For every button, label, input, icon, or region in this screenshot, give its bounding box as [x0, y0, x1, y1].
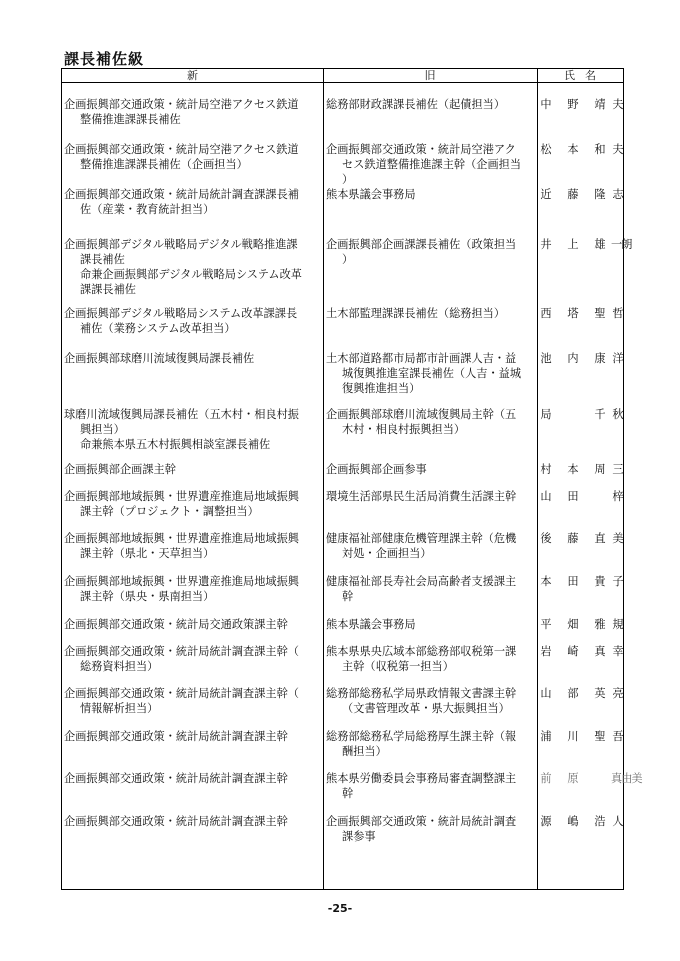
header-old: 旧	[424, 69, 436, 82]
new-position-line: 命兼企画振興部デジタル戦略局システム改革	[80, 268, 302, 281]
new-position	[64, 729, 322, 744]
page-number: -25-	[327, 902, 353, 915]
old-position	[326, 574, 534, 604]
name-character: 靖	[594, 98, 606, 111]
name-character: 本	[567, 143, 579, 156]
new-position-line: 課主幹（県北・天草担当）	[80, 547, 215, 560]
name-character: 一朗	[611, 238, 632, 251]
old-position-line: 企画振興部球磨川流域復興局主幹（五	[326, 408, 517, 421]
name-character: 藤	[567, 532, 579, 545]
old-position-line: 土木部道路都市局都市計画課人吉・益	[326, 352, 517, 365]
name-character: 後	[540, 532, 552, 545]
old-position-line: 健康福祉部健康危機管理課主幹（危機	[326, 532, 517, 545]
old-position-line: 総務部総務私学局総務厚生課主幹（報	[326, 730, 517, 743]
old-position-line: 企画振興部企画参事	[326, 463, 427, 476]
old-position-line: 酬担当）	[342, 745, 387, 758]
old-position-line: 総務部財政課課長補佐（起債担当）	[326, 98, 506, 111]
name-character: 田	[567, 575, 579, 588]
name-character: 塔	[567, 307, 579, 320]
personnel-table	[61, 68, 642, 890]
old-position-line: ）	[342, 253, 354, 266]
old-position-line: 城復興推進室課長補佐（人吉・益城	[342, 367, 522, 380]
name-character: 野	[567, 98, 579, 111]
new-position-line: 企画振興部地域振興・世界遺産推進局地域振興	[64, 532, 299, 545]
new-position	[64, 531, 322, 561]
name-character: 内	[567, 352, 579, 365]
old-position	[326, 814, 534, 844]
old-position-line: 幹	[342, 590, 354, 603]
name-character: 松	[540, 143, 552, 156]
name-character: 川	[567, 730, 579, 743]
old-position-line: 熊本県議会事務局	[326, 618, 416, 631]
name-character: 嶋	[567, 815, 579, 828]
name-character: 真	[594, 645, 606, 658]
new-position-line: 企画振興部交通政策・統計局交通政策課主幹	[64, 618, 288, 631]
new-position-line: 整備推進課課長補佐	[80, 113, 181, 126]
name-character: 千	[594, 408, 606, 421]
name-character: 原	[567, 772, 579, 785]
new-position-line: 企画振興部デジタル戦略局デジタル戦略推進課	[64, 238, 298, 251]
name-character: 浩	[594, 815, 606, 828]
new-position	[64, 686, 322, 716]
name-character: 崎	[567, 645, 579, 658]
old-position	[326, 407, 534, 437]
new-position-line: 整備推進課課長補佐（企画担当）	[80, 158, 248, 171]
old-position-line: 健康福祉部長寿社会局高齢者支援課主	[326, 575, 517, 588]
new-position	[64, 574, 322, 604]
name-character: 人	[612, 815, 624, 828]
old-position-line: 主幹（収税第一担当）	[342, 660, 454, 673]
column-divider	[323, 69, 324, 889]
column-divider	[537, 69, 538, 889]
name-character: 子	[612, 575, 624, 588]
old-position-line: セス鉄道整備推進課主幹（企画担当	[342, 158, 522, 171]
old-position-line: 課参事	[342, 830, 376, 843]
name-character: 聖	[594, 730, 606, 743]
name-character: 夫	[612, 143, 624, 156]
new-position-line: 企画振興部交通政策・統計局統計調査課主幹	[64, 815, 288, 828]
new-position-line: 課主幹（県央・県南担当）	[80, 590, 215, 603]
old-position-line: 企画振興部交通政策・統計局統計調査	[326, 815, 517, 828]
name-character: 村	[540, 463, 552, 476]
old-position-line: 企画振興部企画課課長補佐（政策担当	[326, 238, 517, 251]
name-character: 康	[594, 352, 606, 365]
new-position	[64, 351, 322, 366]
name-character: 源	[540, 815, 552, 828]
name-character: 夫	[612, 98, 624, 111]
name-character: 周	[594, 463, 606, 476]
old-position	[326, 531, 534, 561]
name-character: 聖	[594, 307, 606, 320]
new-position-line: 企画振興部交通政策・統計局統計調査課主幹	[64, 772, 288, 785]
new-position-line: 課長補佐	[80, 253, 125, 266]
old-position-line: 土木部監理課課長補佐（総務担当）	[326, 307, 506, 320]
new-position	[64, 462, 322, 477]
new-position	[64, 617, 322, 632]
old-position	[326, 462, 534, 477]
name-character: 井	[540, 238, 552, 251]
old-position-line: ）	[342, 173, 354, 186]
new-position-line: 総務資料担当）	[80, 660, 159, 673]
old-position-line: （文書管理改革・県大振興担当）	[342, 702, 510, 715]
name-character: 浦	[540, 730, 552, 743]
name-character: 山	[540, 490, 552, 503]
new-position	[64, 489, 322, 519]
old-position	[326, 237, 534, 267]
name-character: 洋	[612, 352, 624, 365]
name-character: 中	[540, 98, 552, 111]
old-position-line: 熊本県県央広域本部総務部収税第一課	[326, 645, 517, 658]
new-position-line: 課主幹（プロジェクト・調整担当）	[80, 505, 259, 518]
old-position-line: 復興推進担当）	[342, 382, 421, 395]
old-position	[326, 644, 534, 674]
name-character: 吾	[612, 730, 624, 743]
old-position-line: 対処・企画担当）	[342, 547, 432, 560]
old-position-line: 環境生活部県民生活局消費生活課主幹	[326, 490, 517, 503]
new-position-line: 情報解析担当）	[80, 702, 159, 715]
new-position-line: 企画振興部地域振興・世界遺産推進局地域振興	[64, 490, 299, 503]
new-position-line: 課課長補佐	[80, 283, 136, 296]
name-character: 岩	[540, 645, 552, 658]
new-position	[64, 814, 322, 829]
new-position-line: 補佐（業務システム改革担当）	[80, 322, 236, 335]
new-position-line: 企画振興部交通政策・統計局空港アクセス鉄道	[64, 98, 299, 111]
name-character: 本	[540, 575, 552, 588]
name-character: 真由美	[611, 772, 642, 785]
old-position	[326, 351, 534, 396]
new-position	[64, 97, 322, 127]
table-header	[62, 69, 623, 83]
new-position	[64, 407, 322, 452]
name-character: 隆	[594, 188, 606, 201]
old-position	[326, 97, 534, 112]
name-character: 三	[612, 463, 624, 476]
name-character: 藤	[567, 188, 579, 201]
header-new: 新	[187, 69, 198, 82]
name-character: 志	[612, 188, 624, 201]
old-position-line: 木村・相良村振興担当）	[342, 423, 466, 436]
name-character: 梓	[612, 490, 624, 503]
old-position-line: 総務部総務私学局県政情報文書課主幹	[326, 687, 517, 700]
old-position	[326, 617, 534, 632]
name-character: 直	[594, 532, 606, 545]
name-character: 貴	[594, 575, 606, 588]
name-character: 畑	[567, 618, 579, 631]
new-position	[64, 142, 322, 172]
new-position-line: 佐（産業・教育統計担当）	[80, 203, 215, 216]
new-position	[64, 306, 322, 336]
header-name: 氏名	[564, 69, 606, 82]
new-position-line: 球磨川流域復興局課長補佐（五木村・相良村振	[64, 408, 299, 421]
name-character: 部	[567, 687, 579, 700]
name-character: 雅	[594, 618, 606, 631]
old-position-line: 幹	[342, 787, 354, 800]
new-position-line: 企画振興部交通政策・統計局統計調査課主幹	[64, 730, 288, 743]
new-position-line: 企画振興部球磨川流域復興局課長補佐	[64, 352, 255, 365]
name-character: 英	[594, 687, 606, 700]
old-position	[326, 771, 534, 801]
name-character: 幸	[612, 645, 624, 658]
name-character: 池	[540, 352, 552, 365]
name-character: 美	[612, 532, 624, 545]
old-position	[326, 306, 534, 321]
page-title: 課長補佐級	[64, 50, 145, 68]
new-position-line: 企画振興部企画課主幹	[64, 463, 176, 476]
old-position	[326, 187, 534, 202]
name-character: 山	[540, 687, 552, 700]
name-character: 局	[540, 408, 552, 421]
old-position	[326, 142, 534, 187]
name-character: 上	[567, 238, 579, 251]
new-position	[64, 771, 322, 786]
name-character: 和	[594, 143, 606, 156]
name-character: 規	[612, 618, 624, 631]
old-position	[326, 729, 534, 759]
name-character: 雄	[594, 238, 606, 251]
name-character: 秋	[612, 408, 624, 421]
new-position-line: 企画振興部デジタル戦略局システム改革課課長	[64, 307, 298, 320]
new-position	[64, 237, 322, 297]
new-position-line: 企画振興部交通政策・統計局統計調査課課長補	[64, 188, 299, 201]
name-character: 本	[567, 463, 579, 476]
old-position	[326, 489, 534, 504]
name-character: 田	[567, 490, 579, 503]
new-position-line: 命兼熊本県五木村振興相談室課長補佐	[80, 438, 271, 451]
new-position-line: 企画振興部地域振興・世界遺産推進局地域振興	[64, 575, 299, 588]
new-position-line: 企画振興部交通政策・統計局空港アクセス鉄道	[64, 143, 299, 156]
old-position	[326, 686, 534, 716]
name-character: 哲	[612, 307, 624, 320]
name-character: 亮	[612, 687, 624, 700]
name-character: 近	[540, 188, 552, 201]
name-character: 前	[540, 772, 552, 785]
new-position	[64, 644, 322, 674]
old-position-line: 企画振興部交通政策・統計局空港アク	[326, 143, 516, 156]
name-character: 平	[540, 618, 552, 631]
new-position-line: 興担当）	[80, 423, 125, 436]
name-character: 西	[540, 307, 552, 320]
new-position-line: 企画振興部交通政策・統計局統計調査課主幹（	[64, 687, 299, 700]
new-position-line: 企画振興部交通政策・統計局統計調査課主幹（	[64, 645, 299, 658]
old-position-line: 熊本県労働委員会事務局審査調整課主	[326, 772, 517, 785]
new-position	[64, 187, 322, 217]
old-position-line: 熊本県議会事務局	[326, 188, 416, 201]
